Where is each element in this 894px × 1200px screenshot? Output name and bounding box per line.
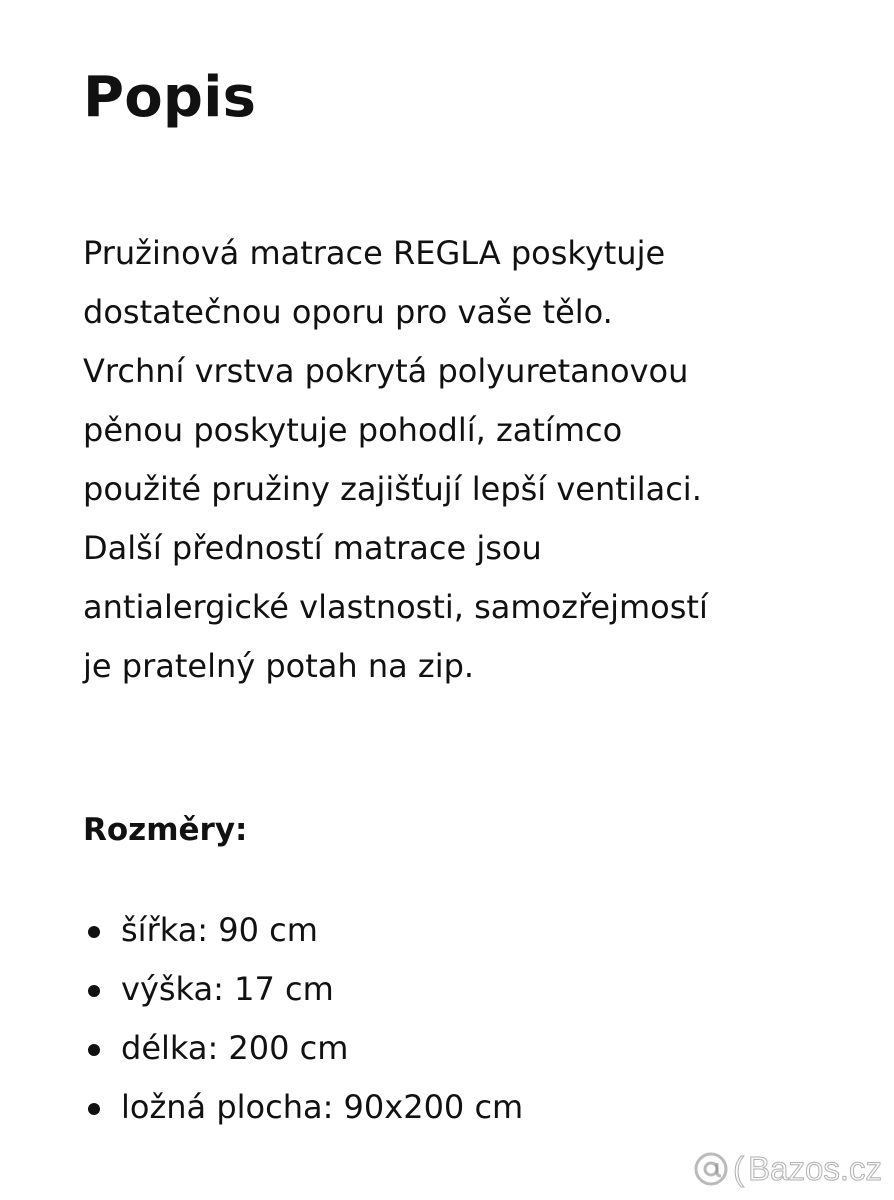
bullet-icon: [88, 926, 100, 938]
description-line: Další předností matrace jsou: [83, 529, 542, 567]
at-sign-logo-icon: [693, 1151, 729, 1187]
bullet-icon: [88, 1044, 100, 1056]
watermark-paren: (: [733, 1150, 745, 1187]
dimension-item-length: [83, 1019, 783, 1078]
dimension-item-width: [83, 901, 783, 960]
dimensions-list: [83, 901, 783, 1137]
page-title: Popis: [83, 65, 257, 130]
dimension-item-sleeping-area: [83, 1078, 783, 1137]
dimensions-title: Rozměry:: [83, 812, 248, 848]
description-line: pěnou poskytuje pohodlí, zatímco: [83, 411, 623, 449]
watermark-text: Bazos.cz: [748, 1150, 882, 1187]
bullet-icon: [88, 1103, 100, 1115]
description-line: antialergické vlastnosti, samozřejmostí: [83, 588, 708, 626]
description-line: je pratelný potah na zip.: [83, 647, 475, 685]
description-line: Vrchní vrstva pokrytá polyuretanovou: [83, 352, 689, 390]
bullet-icon: [88, 985, 100, 997]
dimension-text: délka: 200 cm: [121, 1029, 349, 1067]
dimension-text: ložná plocha: 90x200 cm: [121, 1088, 524, 1126]
watermark: [693, 1150, 882, 1188]
dimension-item-height: [83, 960, 783, 1019]
product-description: [83, 224, 843, 696]
description-line: Pružinová matrace REGLA poskytuje: [83, 234, 666, 272]
description-line: použité pružiny zajišťují lepší ventilaci.: [83, 470, 702, 508]
description-line: dostatečnou oporu pro vaše tělo.: [83, 293, 613, 331]
dimension-text: výška: 17 cm: [121, 970, 334, 1008]
dimension-text: šířka: 90 cm: [121, 911, 318, 949]
